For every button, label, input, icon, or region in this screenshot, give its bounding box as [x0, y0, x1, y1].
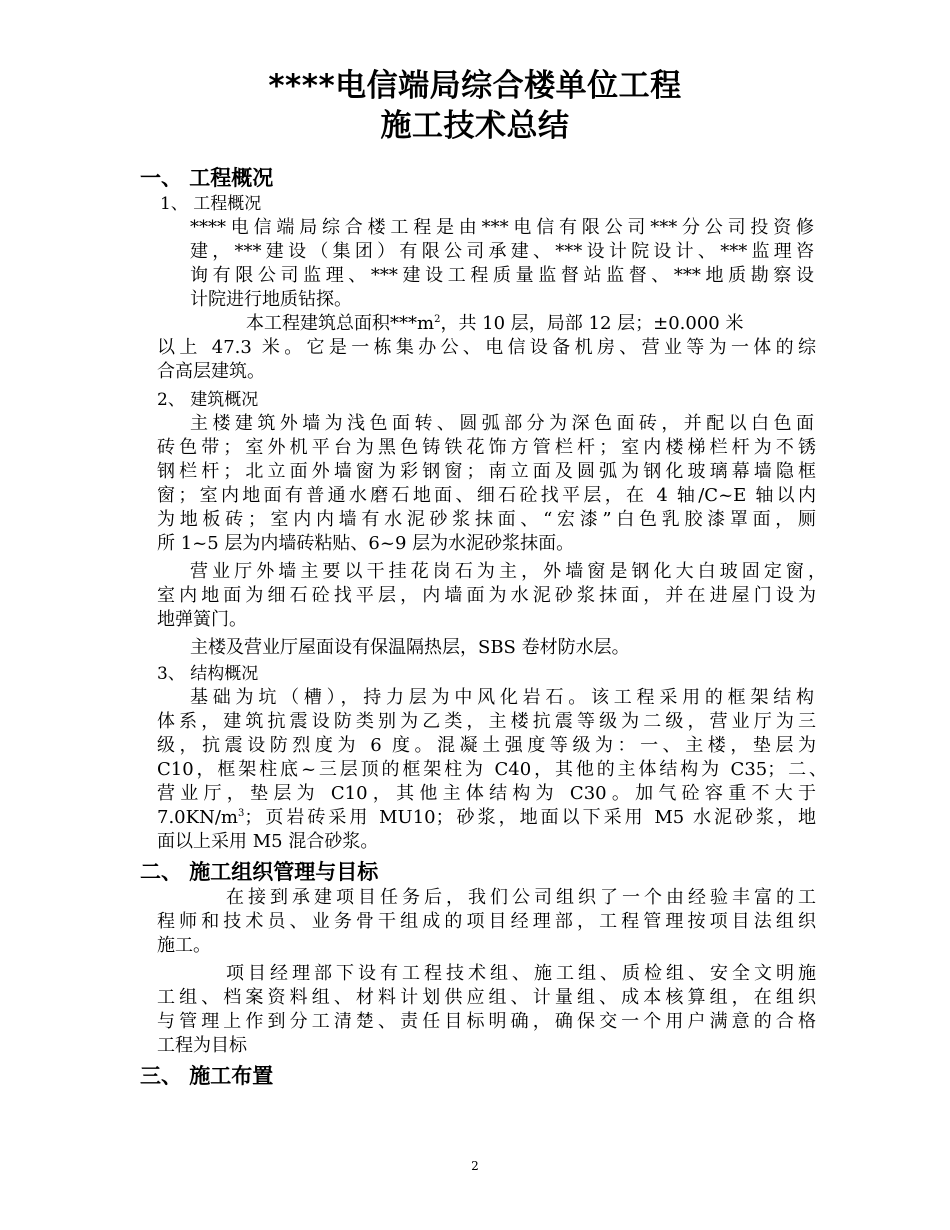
doc-title-line1: ****电信端局综合楼单位工程 [268, 68, 682, 104]
superscript: 2 [434, 314, 441, 325]
paragraph-line [157, 806, 816, 830]
paragraph-line: 程师和技术员、业务骨干组成的项目经理部，工程管理按项目法组织 [157, 911, 816, 932]
paragraph-line: 营业厅，垫层为 C10，其他主体结构为 C30。加气砼容重不大于 [157, 783, 816, 804]
text-run: ，共 10 层，局部 12 层；±0.000 米 [440, 313, 744, 334]
paragraph-line: 地弹簧门。 [157, 609, 247, 630]
paragraph-line: 所 1~5 层为内墙砖粘贴、6~9 层为水泥砂浆抹面。 [157, 533, 575, 554]
paragraph-line: 主楼建筑外墙为浅色面转、圆弧部分为深色面砖，并配以白色面 [190, 413, 814, 434]
paragraph-line: ****电信端局综合楼工程是由***电信有限公司***分公司投资修 [190, 217, 814, 238]
text-run: 7.0KN/m [157, 807, 238, 828]
page-number: 2 [471, 1159, 479, 1173]
section-heading-3: 三、 施工布置 [140, 1064, 274, 1088]
paragraph-line: 砖色带；室外机平台为黑色铸铁花饰方管栏杆；室内楼梯栏杆为不锈 [157, 437, 816, 458]
text-run: 本工程建筑总面积***m [246, 313, 435, 334]
text-run: ；页岩砖采用 MU10；砂浆，地面以下采用 M5 水泥砂浆，地 [244, 807, 816, 828]
paragraph-line: 营业厅外墙主要以干挂花岗石为主，外墙窗是钢化大白玻固定窗， [190, 561, 826, 582]
paragraph-line: 项目经理部下设有工程技术组、施工组、质检组、安全文明施 [226, 963, 816, 984]
paragraph-line: 计院进行地质钻探。 [190, 289, 352, 310]
paragraph-line: 主楼及营业厅屋面设有保温隔热层，SBS 卷材防水层。 [190, 637, 630, 658]
paragraph-line: 工程为目标 [157, 1035, 247, 1056]
subsection-heading-1-1: 1、 工程概况 [160, 194, 262, 214]
paragraph-line: 体系，建筑抗震设防类别为乙类，主楼抗震等级为二级，营业厅为三 [157, 711, 816, 732]
paragraph-line: 基础为坑（槽），持力层为中风化岩石。该工程采用的框架结构 [190, 687, 814, 708]
paragraph-line: 以上 47.3 米。它是一栋集办公、电信设备机房、营业等为一体的综 [157, 337, 816, 358]
paragraph-line: 窗；室内地面有普通水磨石地面、细石砼找平层，在 4 轴/C~E 轴以内 [157, 485, 816, 506]
paragraph-line: 询有限公司监理、***建设工程质量监督站监督、***地质勘察设 [190, 265, 814, 286]
paragraph-line [246, 312, 816, 336]
paragraph-line: 与管理上作到分工清楚、责任目标明确，确保交一个用户满意的合格 [157, 1011, 816, 1032]
superscript: 3 [237, 808, 245, 819]
paragraph-line: 为地板砖；室内内墙有水泥砂浆抹面、“宏漆”白色乳胶漆罩面，厕 [157, 509, 816, 530]
paragraph-line: 工组、档案资料组、材料计划供应组、计量组、成本核算组，在组织 [157, 987, 816, 1008]
subsection-heading-1-3: 3、 结构概况 [157, 664, 259, 684]
paragraph-line: 面以上采用 M5 混合砂浆。 [157, 831, 379, 852]
paragraph-line: 建，***建设（集团）有限公司承建、***设计院设计、***监理咨 [190, 241, 814, 262]
doc-title-line2: 施工技术总结 [380, 108, 570, 144]
paragraph-line: 合高层建筑。 [157, 361, 265, 382]
section-heading-1: 一、 工程概况 [140, 166, 274, 190]
paragraph-line: 钢栏杆；北立面外墙窗为彩钢窗；南立面及圆弧为钢化玻璃幕墙隐框 [157, 461, 816, 482]
section-heading-2: 二、 施工组织管理与目标 [140, 860, 379, 884]
subsection-heading-1-2: 2、 建筑概况 [157, 390, 259, 410]
paragraph-line: C10，框架柱底~三层顶的框架柱为 C40，其他的主体结构为 C35；二、 [157, 759, 827, 780]
paragraph-line: 室内地面为细石砼找平层，内墙面为水泥砂浆抹面，并在进屋门设为 [157, 585, 816, 606]
paragraph-line: 在接到承建项目任务后，我们公司组织了一个由经验丰富的工 [226, 887, 816, 908]
paragraph-line: 级，抗震设防烈度为 6 度。混凝土强度等级为：一、主楼，垫层为 [157, 735, 816, 756]
paragraph-line: 施工。 [157, 935, 211, 956]
